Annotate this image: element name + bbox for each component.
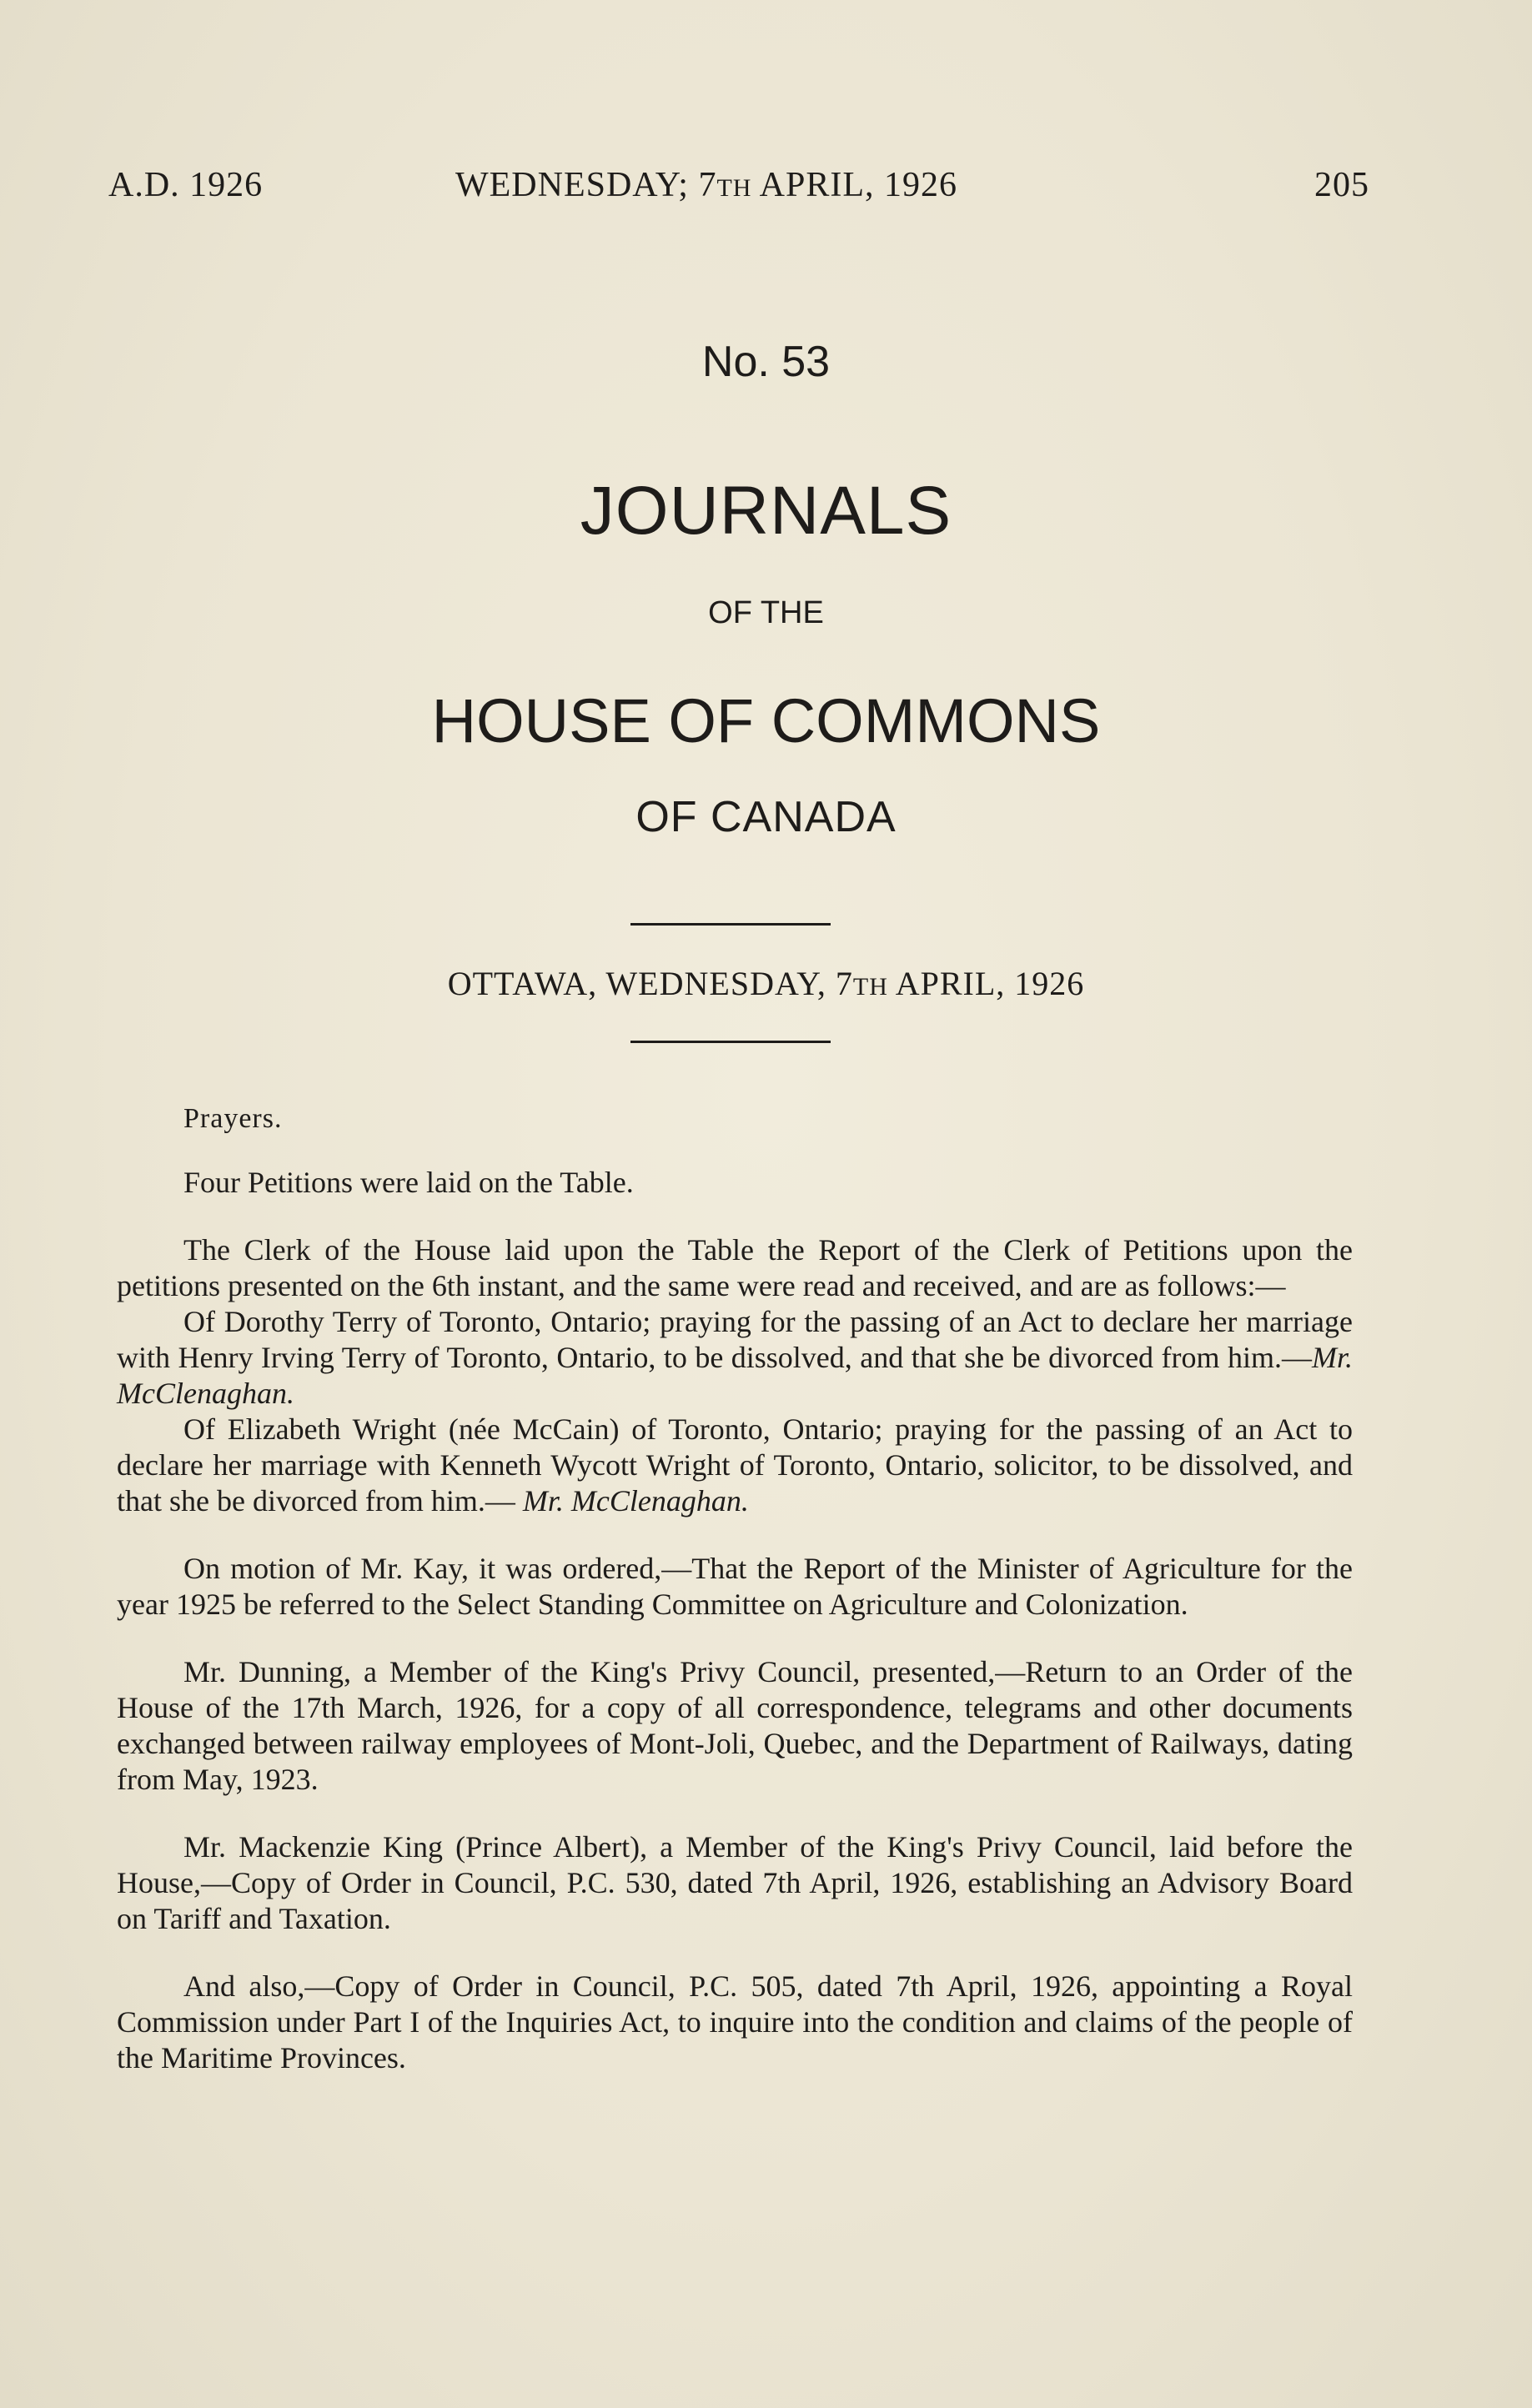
dateline: OTTAWA, WEDNESDAY, 7TH APRIL, 1926 xyxy=(447,965,1085,1002)
divider-rule xyxy=(630,923,831,926)
petitions-laid-paragraph: Four Petitions were laid on the Table. xyxy=(183,1166,634,1199)
motion-kay-paragraph: On motion of Mr. Kay, it was ordered,—That the Report of the Minister of Agriculture for the year 1925 be referred to the Select Standing Committee on Agriculture and Colonization. xyxy=(117,1552,1353,1621)
page-number: 205 xyxy=(1314,166,1369,204)
running-head-date: WEDNESDAY; 7TH APRIL, 1926 xyxy=(455,166,957,204)
petition-wright-paragraph: Of Elizabeth Wright (née McCain) of Toronto, Ontario; praying for the passing of an Act to declare her marriage with Kenneth Wycott Wright of Toronto, Ontario, solicitor, to be dissolved, and that she be divorced from him.— Mr. McClenaghan. xyxy=(117,1412,1353,1518)
title-of-the: OF THE xyxy=(708,595,824,630)
journal-number: No. 53 xyxy=(701,338,831,386)
royal-commission-paragraph: And also,—Copy of Order in Council, P.C. 505, dated 7th April, 1926, appointing a Royal Commission under Part I of the Inquiries Act, to inquire into the condition and claims of the people of the Maritime Provinces. xyxy=(117,1969,1353,2074)
journal-body xyxy=(117,1101,1353,2076)
title-of-canada: OF CANADA xyxy=(635,793,897,841)
title-house-of-commons: HOUSE OF COMMONS xyxy=(431,686,1101,755)
running-head xyxy=(108,165,1369,215)
running-head-year: A.D. 1926 xyxy=(108,166,264,204)
petition-terry-paragraph: Of Dorothy Terry of Toronto, Ontario; praying for the passing of an Act to declare her marriage with Henry Irving Terry of Toronto, Ontario, to be dissolved, and that she be divorced from him.—Mr. McClenaghan. xyxy=(117,1305,1353,1410)
dunning-return-paragraph: Mr. Dunning, a Member of the King's Privy Council, presented,—Return to an Order of the House of the 17th March, 1926, for a copy of all correspondence, telegrams and other documents exchanged between railway employees of Mont-Joli, Quebec, and the Department of Railways, dating from May, 1923. xyxy=(117,1655,1353,1796)
king-order-paragraph: Mr. Mackenzie King (Prince Albert), a Member of the King's Privy Council, laid before the House,—Copy of Order in Council, P.C. 530, dated 7th April, 1926, establishing an Advisory Board on Tariff and Taxation. xyxy=(117,1830,1353,1935)
divider-rule xyxy=(630,1041,831,1043)
title-journals: JOURNALS xyxy=(580,473,952,549)
prayers-heading: Prayers. xyxy=(183,1103,283,1134)
clerk-report-paragraph: The Clerk of the House laid upon the Table the Report of the Clerk of Petitions upon the petitions presented on the 6th instant, and the same were read and received, and are as follows:— xyxy=(117,1233,1353,1302)
